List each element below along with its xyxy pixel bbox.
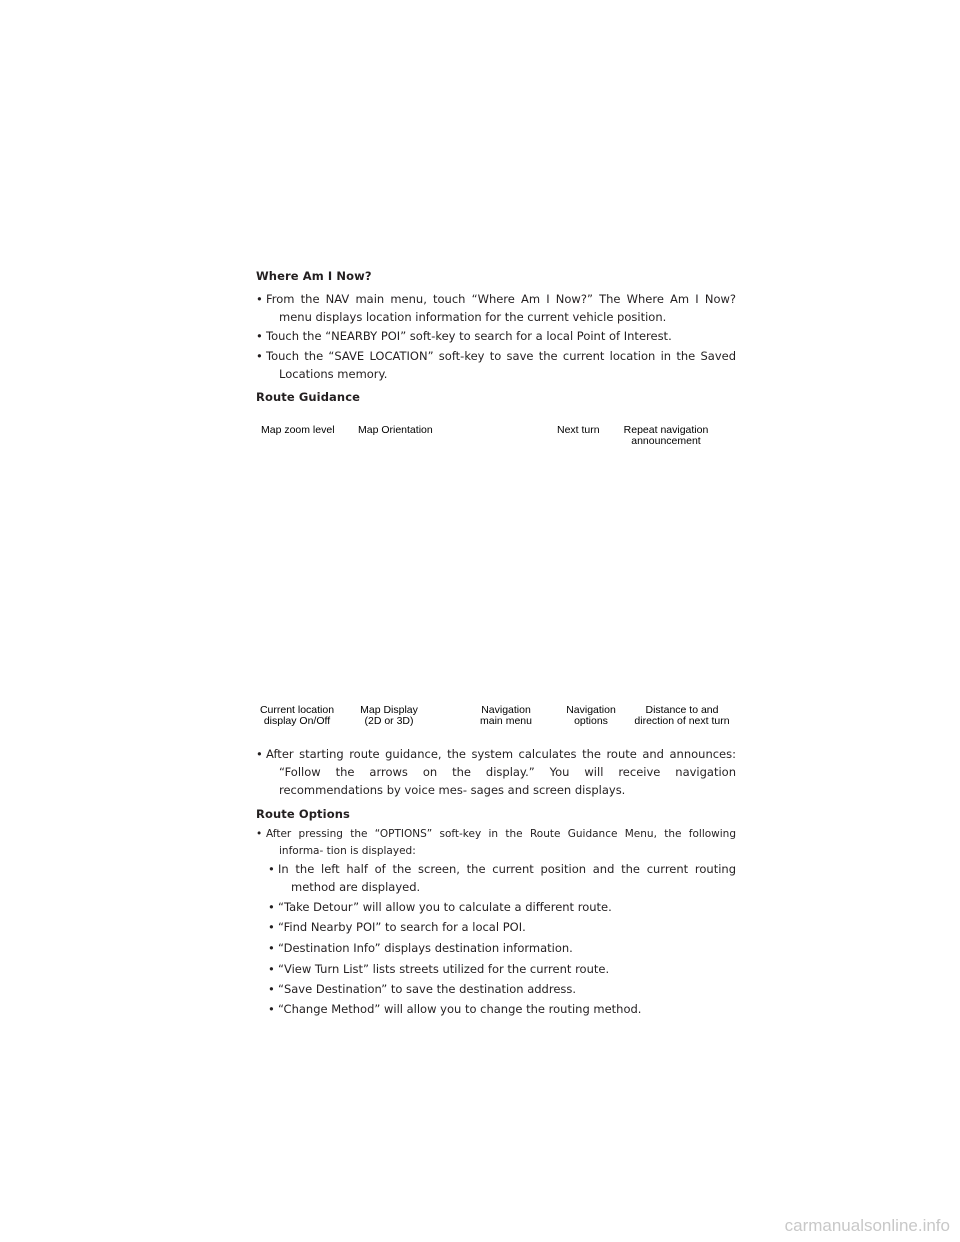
bullet-text: After starting route guidance, the system calculates the route and announces: “Follow the arrows on the display.” You will receive navigation recommendations by voice mes- sages and screen displays.: [266, 747, 736, 797]
bullet-mark: •: [268, 862, 275, 876]
bullet-text: From the NAV main menu, touch “Where Am I Now?” The Where Am I Now? menu displays location information for the current vehicle position.: [266, 292, 736, 324]
callout-next-turn: Next turn: [557, 424, 600, 436]
bullet-text: “View Turn List” lists streets utilized for the current route.: [278, 962, 610, 976]
bullet-item: [256, 826, 736, 860]
bullet-text: “Take Detour” will allow you to calculate a different route.: [278, 900, 612, 914]
bullet-text: Touch the “NEARBY POI” soft-key to search for a local Point of Interest.: [266, 329, 672, 343]
sub-bullet-item: [268, 939, 736, 957]
bullet-mark: •: [256, 292, 263, 306]
bullet-mark: •: [268, 920, 275, 934]
callout-navigation-options: [561, 705, 621, 727]
bullet-mark: •: [268, 982, 275, 996]
callout-map-zoom-level: Map zoom level: [261, 424, 335, 436]
bullet-mark: •: [256, 329, 263, 343]
callout-line: direction of next turn: [634, 715, 730, 727]
bullet-item: [256, 745, 736, 799]
sub-bullet-item: [268, 960, 736, 978]
bullet-text: “Save Destination” to save the destination address.: [278, 982, 577, 996]
bullet-mark: •: [268, 900, 275, 914]
callout-line: display On/Off: [263, 715, 331, 727]
callout-line: Map Display: [360, 704, 418, 716]
bullet-item: [256, 347, 736, 383]
bullet-item: [256, 327, 736, 345]
navigation-screen-figure: [256, 448, 736, 700]
bullet-text: Touch the “SAVE LOCATION” soft-key to save the current location in the Saved Locations memory.: [266, 349, 736, 381]
sub-bullet-item: [268, 918, 736, 936]
sub-bullet-item: [268, 1000, 736, 1018]
bullet-text: In the left half of the screen, the current position and the current routing method are displayed.: [278, 862, 736, 894]
callout-distance-next-turn: [630, 705, 734, 727]
callout-current-location: [258, 705, 336, 727]
bullet-mark: •: [268, 941, 275, 955]
section-heading-route-options: Route Options: [256, 807, 350, 821]
bullet-mark: •: [256, 349, 263, 363]
callout-line: main menu: [480, 715, 532, 727]
callout-navigation-main-menu: [474, 705, 538, 727]
bullet-mark: •: [256, 747, 263, 761]
watermark-logo[interactable]: carmanualsonline.info: [784, 1216, 950, 1235]
callout-line: Current location: [259, 704, 335, 716]
bullet-item: [256, 290, 736, 326]
section-heading-where-am-i: Where Am I Now?: [256, 269, 372, 283]
bullet-text: After pressing the “OPTIONS” soft-key in the Route Guidance Menu, the following informa- tion is displayed:: [266, 828, 736, 857]
sub-bullet-item: [268, 980, 736, 998]
bullet-mark: •: [256, 828, 263, 840]
callout-line: (2D or 3D): [364, 715, 414, 727]
bullet-text: “Change Method” will allow you to change the routing method.: [278, 1002, 642, 1016]
sub-bullet-item: [268, 898, 736, 916]
bullet-mark: •: [268, 1002, 275, 1016]
callout-line: Repeat navigation: [623, 424, 709, 436]
bullet-mark: •: [268, 962, 275, 976]
callout-line: Distance to and: [645, 704, 719, 716]
section-heading-route-guidance: Route Guidance: [256, 390, 361, 404]
bullet-text: “Destination Info” displays destination information.: [278, 941, 573, 955]
callout-line: Navigation: [481, 704, 531, 716]
callout-line: Navigation: [566, 704, 616, 716]
bullet-text: “Find Nearby POI” to search for a local POI.: [278, 920, 526, 934]
callout-line: options: [574, 715, 608, 727]
callout-map-orientation: Map Orientation: [358, 424, 433, 436]
callout-line: announcement: [631, 435, 701, 447]
callout-repeat-navigation: [621, 425, 711, 447]
sub-bullet-item: [268, 860, 736, 896]
callout-map-display: [354, 705, 424, 727]
